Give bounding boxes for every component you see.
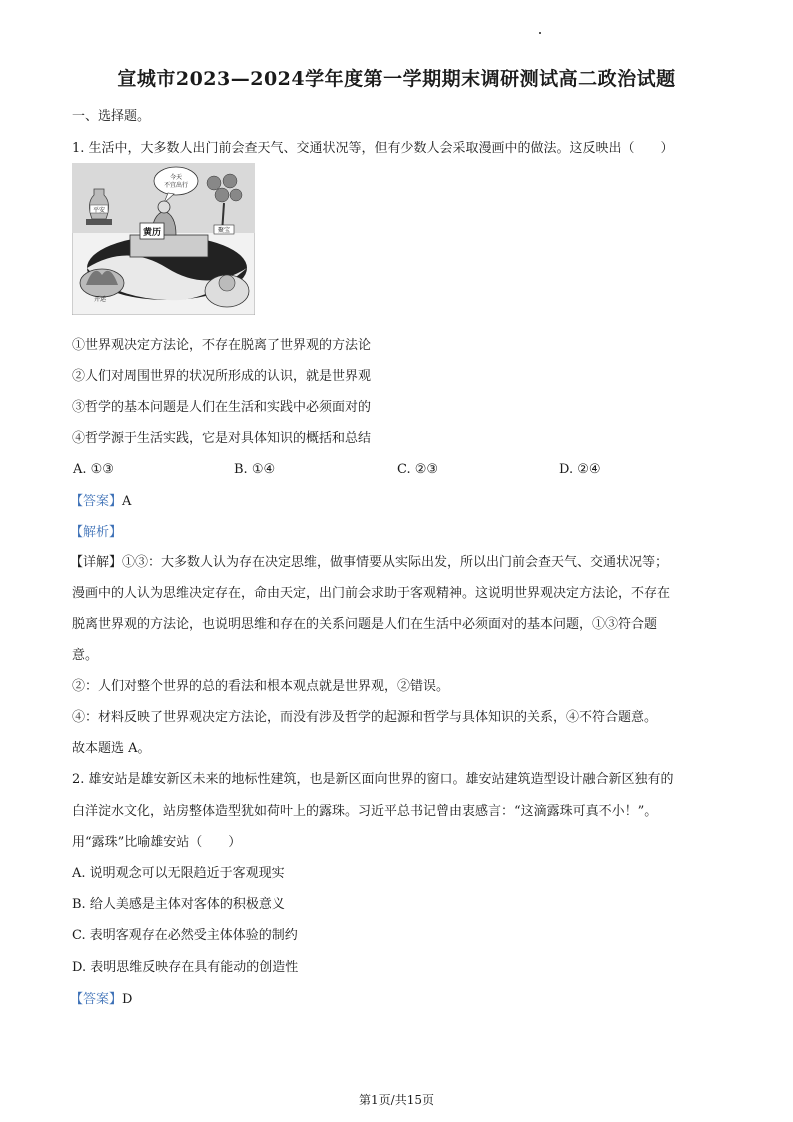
analysis-label: 【解析】	[70, 525, 123, 540]
q1-statement-2: ②人们对周围世界的状况所形成的认识，就是世界观	[72, 369, 372, 384]
q1-stem: 1. 生活中，大多数人出门前会查天气、交通状况等，但有少数人会采取漫画中的做法。这反映出（ ）	[72, 141, 674, 156]
q1-answer	[70, 494, 131, 510]
q2-stem-line-3: 用“露珠”比喻雄安站（ ）	[72, 835, 242, 850]
bubble-line-2: 不宜出行	[163, 182, 189, 189]
detail-text-1: ①③：大多数人认为存在决定思维，做事情要从实际出发，所以出门前会查天气、交通状况等；	[122, 555, 669, 570]
q1-option-d: D. ②④	[559, 462, 601, 477]
detail-line-2: 漫画中的人认为思维决定存在，命由天定，出门前会求助于客观精神。这说明世界观决定方法论，不存在	[72, 586, 671, 601]
page-footer: 第1页/共15页	[359, 1093, 434, 1107]
detail-line-4: 意。	[72, 648, 99, 663]
q1-statement-3: ③哲学的基本问题是人们在生活和实践中必须面对的	[72, 400, 372, 415]
q2-answer-label: 【答案】	[70, 992, 123, 1007]
q2-stem-line-1: 2. 雄安站是雄安新区未来的地标性建筑，也是新区面向世界的窗口。雄安站建筑造型设计融合新区独有的	[72, 772, 674, 787]
cartoon-image	[72, 163, 255, 315]
plate-label: 开运	[93, 296, 107, 303]
scan-dot	[539, 32, 541, 34]
bubble-line-1: 今天	[169, 174, 183, 181]
q2-option-d: D. 表明思维反映存在具有能动的创造性	[72, 960, 299, 975]
detail-label: 【详解】	[70, 555, 123, 570]
q2-option-b: B. 给人美感是主体对客体的积极意义	[72, 897, 285, 912]
section-heading: 一、选择题。	[72, 109, 151, 124]
detail-line-6: ④：材料反映了世界观决定方法论，而没有涉及哲学的起源和哲学与具体知识的关系，④不符合题意。	[72, 710, 658, 725]
book-label: 黄历	[142, 228, 162, 238]
q1-option-a: A. ①③	[73, 462, 114, 477]
q2-answer	[70, 992, 132, 1008]
detail-line-7: 故本题选 A。	[72, 741, 151, 756]
vase-label: 平安	[92, 207, 106, 214]
answer-value: A	[122, 494, 132, 509]
detail-line-3: 脱离世界观的方法论，也说明思维和存在的关系问题是人们在生活中必须面对的基本问题，①③符合题	[72, 617, 658, 632]
detail-line-5: ②：人们对整个世界的总的看法和根本观点就是世界观，②错误。	[72, 679, 450, 694]
q2-option-a: A. 说明观念可以无限趋近于客观现实	[72, 866, 285, 881]
detail-line-1	[70, 555, 668, 571]
q1-option-c: C. ②③	[397, 462, 439, 477]
answer-label: 【答案】	[70, 494, 123, 509]
q2-stem-line-2: 白洋淀水文化，站房整体造型犹如荷叶上的露珠。习近平总书记曾由衷感言：“这滴露珠可真不小！”。	[72, 804, 658, 819]
q2-option-c: C. 表明客观存在必然受主体体验的制约	[72, 928, 298, 943]
q2-answer-value: D	[122, 992, 133, 1007]
page-title: 宣城市2023—2024学年度第一学期期末调研测试高二政治试题	[117, 68, 676, 90]
q1-option-b: B. ①④	[234, 462, 276, 477]
tree-label: 聚宝	[217, 227, 231, 234]
q1-statement-1: ①世界观决定方法论，不存在脱离了世界观的方法论	[72, 338, 372, 353]
q1-statement-4: ④哲学源于生活实践，它是对具体知识的概括和总结	[72, 431, 372, 446]
